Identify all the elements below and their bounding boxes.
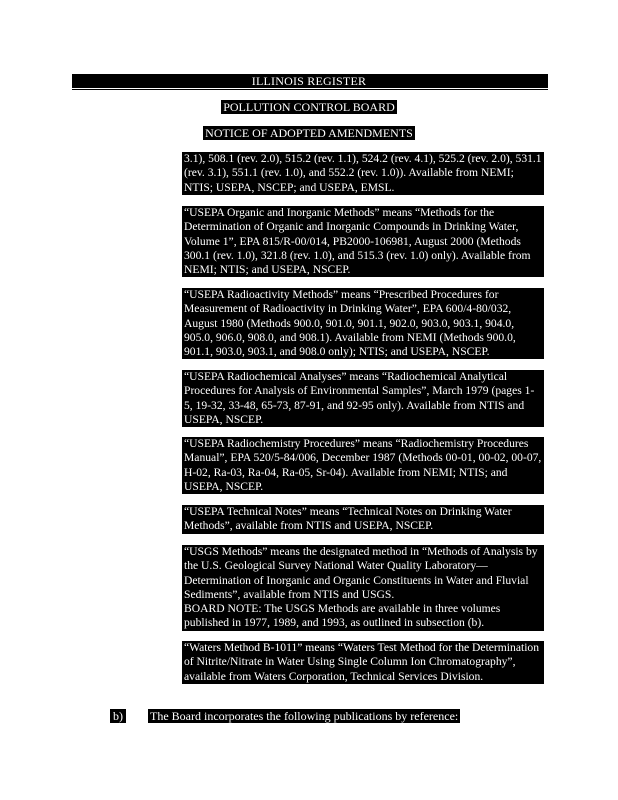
paragraph-usepa-organic-inorganic bbox=[182, 206, 544, 277]
board-title: POLLUTION CONTROL BOARD bbox=[223, 100, 395, 114]
paragraph-text: “USEPA Technical Notes” means “Technical Notes on Drinking Water Methods”, available from NTIS and USEPA, NSCEP. bbox=[184, 505, 512, 533]
board-title-line bbox=[0, 100, 618, 114]
notice-title-line bbox=[0, 126, 618, 140]
paragraph-text: “Waters Method B-1011” means “Waters Test Method for the Determination of Nitrite/Nitrate in Water Using Single Column Ion Chromatography”, available from Waters Corporation, Technical Services Division. bbox=[184, 641, 540, 683]
paragraph-text: “USEPA Radioactivity Methods” means “Prescribed Procedures for Measurement of Radioactivity in Drinking Water”, EPA 600/4-80/032, August 1980 (Methods 900.0, 901.0, 901.1, 902.0, 903.0, 903.1, 904.0, 905.0, 906.0, 908.0, and 908.1). Available from NEMI (Methods 900.0, 901.1, 903.0, 903.1, and 908.0 only); NTIS; and USEPA, NSCEP. bbox=[184, 288, 516, 359]
paragraph-continued-methods bbox=[182, 152, 544, 195]
subsection-text: The Board incorporates the following publications by reference: bbox=[150, 709, 459, 723]
paragraph-text: “USEPA Organic and Inorganic Methods” means “Methods for the Determination of Organic and Inorganic Compounds in Drinking Water, Volume 1”, EPA 815/R-00/014, PB2000-106981, August 2000 (Methods 300.1 (rev. 1.0), 321.8 (rev. 1.0), and 515.3 (rev. 1.0) only). Available from NEMI; NTIS; and USEPA, NSCEP. bbox=[184, 206, 531, 277]
paragraph-usepa-radiochemistry bbox=[182, 437, 544, 494]
paragraph-text: “USEPA Radiochemical Analyses” means “Radiochemical Analytical Procedures for Analysis of Environmental Samples”, March 1979 (pages 1-5, 19-32, 33-48, 65-73, 87-91, and 92-95 only). Available from NTIS and USEPA, NSCEP. bbox=[184, 370, 535, 426]
paragraph-text: “USEPA Radiochemistry Procedures” means “Radiochemistry Procedures Manual”, EPA 520/5-84/006, December 1987 (Methods 00-01, 00-02, 00-07, H-02, Ra-03, Ra-04, Ra-05, Sr-04). Available from NEMI; NTIS; and USEPA, NSCEP. bbox=[184, 437, 542, 493]
paragraph-waters-method bbox=[182, 641, 544, 684]
paragraph-usepa-radiochemical bbox=[182, 370, 544, 427]
paragraph-usepa-technical-notes bbox=[182, 505, 544, 534]
register-title: ILLINOIS REGISTER bbox=[251, 74, 367, 88]
subsection-label: b) bbox=[110, 709, 126, 723]
notice-title: NOTICE OF ADOPTED AMENDMENTS bbox=[205, 126, 413, 140]
paragraph-text: 3.1), 508.1 (rev. 2.0), 515.2 (rev. 1.1), 524.2 (rev. 4.1), 525.2 (rev. 2.0), 531.1 (rev. 3.1), 551.1 (rev. 1.0), and 552.2 (rev. 1.0)). Available from NEMI; NTIS; USEPA, NSCEP; and USEPA, EMSL. bbox=[184, 152, 542, 194]
paragraph-text: “USGS Methods” means the designated method in “Methods of Analysis by the U.S. Geological Survey National Water Quality Laboratory—Determination of Inorganic and Organic Constituents in Water and Fluvial Sediments”, available from NTIS and USGS. bbox=[184, 545, 538, 601]
board-note: BOARD NOTE: The USGS Methods are available in three volumes published in 1977, 1989, and 1993, as outlined in subsection (b). bbox=[184, 602, 501, 630]
paragraph-usgs-methods bbox=[182, 545, 544, 631]
paragraph-usepa-radioactivity bbox=[182, 288, 544, 359]
